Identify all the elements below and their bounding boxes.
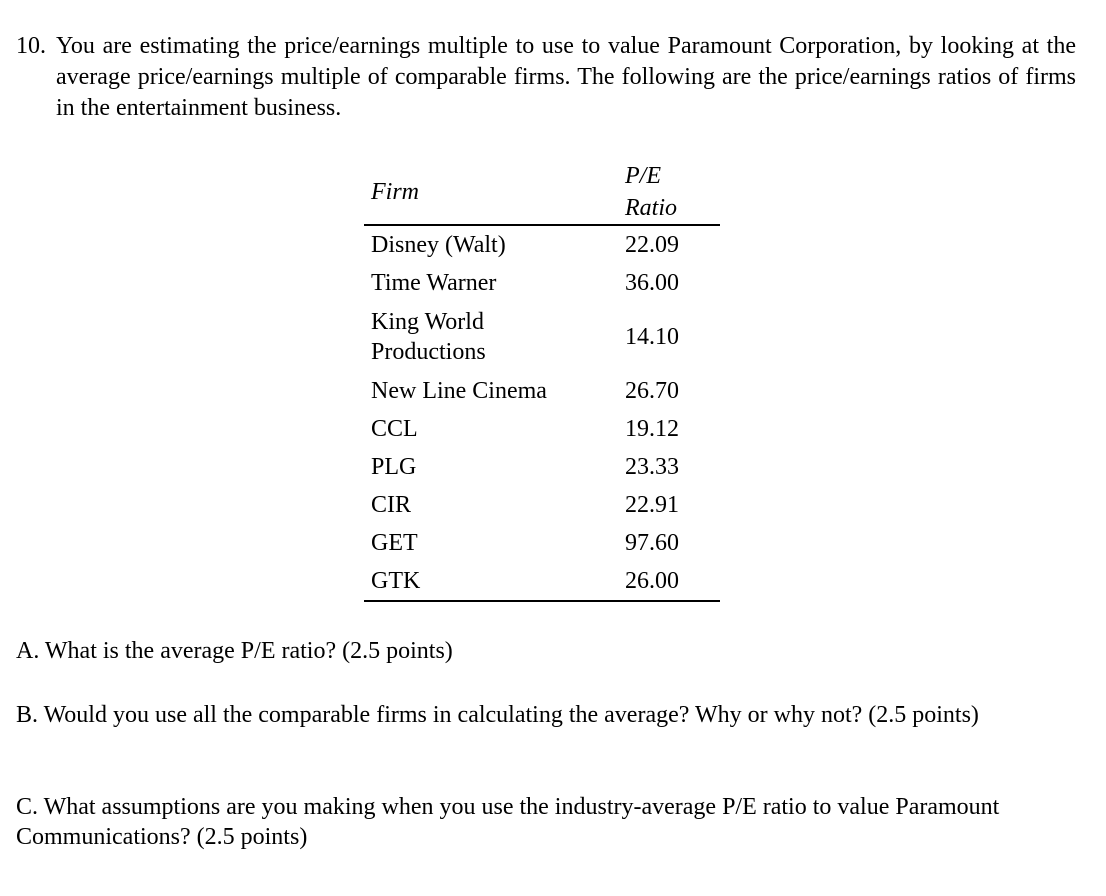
table-row	[364, 524, 720, 562]
table-row	[364, 562, 720, 601]
table-row	[364, 372, 720, 410]
firm-name: PLG	[371, 454, 417, 480]
header-pe-line2: Ratio	[625, 195, 677, 221]
firm-name: Disney (Walt)	[371, 232, 506, 258]
table-row	[364, 225, 720, 264]
pe-value: 14.10	[625, 324, 679, 350]
table-row	[364, 410, 720, 448]
part-c-question: C. What assumptions are you making when you use the industry-average P/E ratio to value Paramount Communications? (2.5 points)	[16, 794, 1000, 850]
table-row	[364, 264, 720, 302]
firm-name	[364, 302, 619, 372]
firm-name: CIR	[371, 492, 412, 518]
pe-value: 26.00	[619, 562, 720, 601]
table-header-row	[364, 160, 720, 225]
part-a-question: A. What is the average P/E ratio? (2.5 points)	[16, 638, 453, 664]
header-firm: Firm	[364, 160, 619, 225]
pe-value: 22.09	[625, 232, 679, 258]
question-text: You are estimating the price/earnings multiple to use to value Paramount Corporation, by looking at the average price/earnings multiple of comparable firms. The following are the price/earnings ratios of firms in the entertainment business.	[56, 33, 1076, 121]
firm-name-line2: Productions	[371, 339, 486, 365]
pe-value: 26.70	[625, 378, 679, 404]
header-pe-line1: P/E	[625, 163, 661, 189]
firm-name: New Line Cinema	[371, 378, 547, 404]
pe-value: 22.91	[625, 492, 679, 518]
firm-name-line1: King World	[371, 309, 484, 335]
firm-name: GTK	[364, 562, 619, 601]
table-row	[364, 448, 720, 486]
question-number: 10.	[16, 33, 46, 59]
firm-name: CCL	[371, 416, 418, 442]
pe-value: 36.00	[625, 270, 679, 296]
firm-name: Time Warner	[371, 270, 497, 296]
pe-value: 23.33	[625, 454, 679, 480]
pe-ratio-table	[364, 160, 720, 602]
question-10	[16, 31, 1076, 124]
part-b-question: B. Would you use all the comparable firms in calculating the average? Why or why not? (2.5 points)	[16, 702, 979, 728]
firm-name: GET	[371, 530, 418, 556]
table-row	[364, 486, 720, 524]
pe-value: 97.60	[625, 530, 679, 556]
table-row	[364, 302, 720, 372]
header-pe-ratio	[619, 160, 720, 225]
pe-value: 19.12	[625, 416, 679, 442]
